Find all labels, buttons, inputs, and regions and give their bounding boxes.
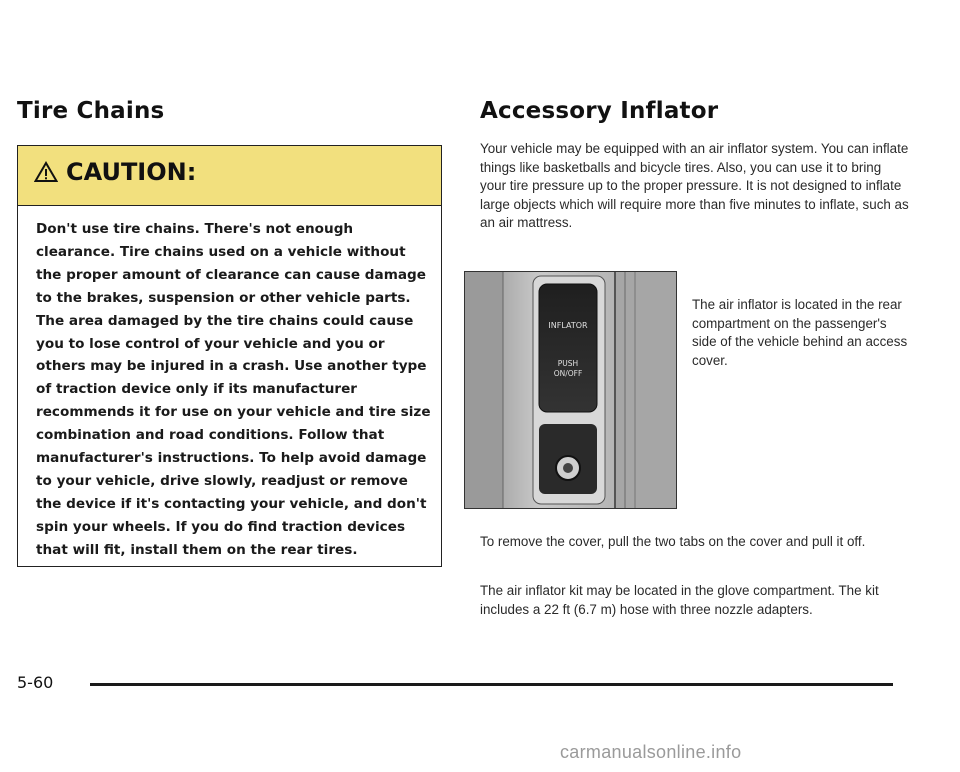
caution-box: [17, 145, 442, 567]
inflator-kit-paragraph: The air inflator kit may be located in the glove compartment. The kit includes a 22 ft (6.7 m) hose with three nozzle adapters.: [480, 583, 879, 617]
footer-rule: [90, 683, 893, 686]
location-paragraph: The air inflator is located in the rear compartment on the passenger's side of the vehicle behind an access cover.: [692, 297, 908, 368]
page-number: 5-60: [17, 673, 54, 692]
tire-chains-heading: Tire Chains: [17, 98, 165, 124]
caution-text: Don't use tire chains. There's not enough clearance. Tire chains used on a vehicle without the proper amount of clearance can cause damage to the brakes, suspension or other vehicle parts. The area damaged by the tire chains could cause you to lose control of your vehicle and you or others may be injured in a crash. Use another type of traction device only if its manufacturer recommends it for use on your vehicle and tire size combination and road conditions. Follow that manufacturer's instructions. To help avoid damage to your vehicle, drive slowly, readjust or remove the device if it's contacting your vehicle, and don't spin your wheels. If you do find traction devices that will fit, install them on the rear tires.: [36, 221, 431, 558]
switch-label: INFLATOR: [548, 321, 588, 330]
accessory-inflator-heading: Accessory Inflator: [480, 98, 719, 124]
push-label-2: ON/OFF: [553, 369, 583, 378]
intro-paragraph: Your vehicle may be equipped with an air inflator system. You can inflate things like basketballs and bicycle tires. Also, you can use it to bring your tire pressure up to the proper pressure. It is not designed to inflate large objects which will require more than five minutes to inflate, such as an air mattress.: [480, 141, 909, 230]
remove-cover-paragraph: To remove the cover, pull the two tabs on the cover and pull it off.: [480, 534, 866, 549]
watermark: carmanualsonline.info: [560, 742, 742, 762]
caution-label: CAUTION:: [66, 158, 197, 186]
push-label-1: PUSH: [557, 359, 579, 368]
inflator-photo: [464, 271, 677, 509]
caution-header: [18, 146, 441, 206]
warning-triangle-icon: [34, 161, 58, 183]
